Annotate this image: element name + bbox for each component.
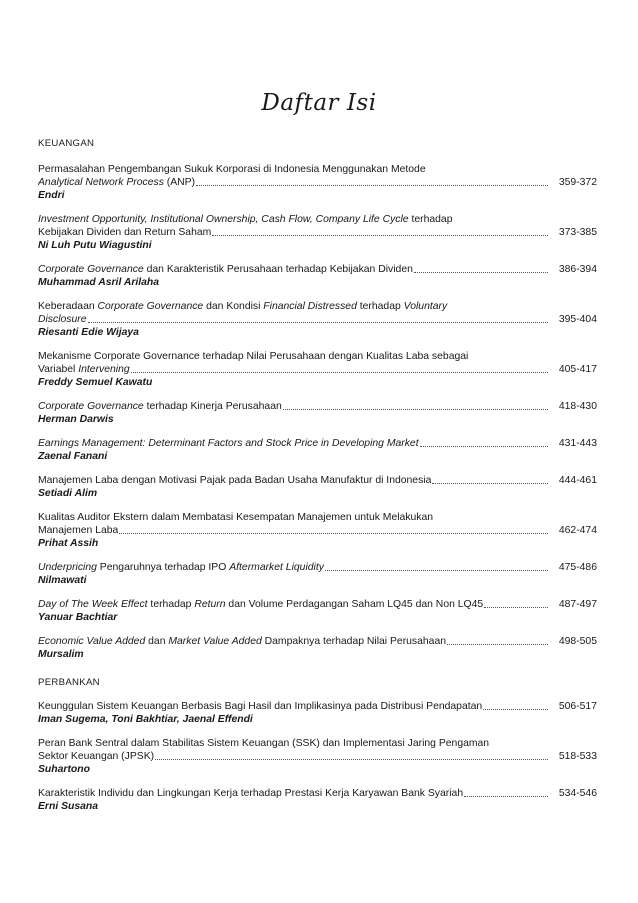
entry-pages: 431-443 [558, 438, 597, 449]
entry-title-line: Keberadaan Corporate Governance dan Kondisi Financial Distressed terhadap Voluntary [38, 301, 448, 312]
entry-title-row [38, 474, 597, 487]
entry-author: Zaenal Fanani [38, 451, 108, 462]
entry-title-row [38, 787, 597, 800]
dot-leader [447, 644, 548, 645]
entry-title-line: Day of The Week Effect terhadap Return dan Volume Perdagangan Saham LQ45 dan Non LQ45 [38, 599, 484, 610]
table-of-contents [38, 137, 597, 824]
entry-title-line: Disclosure [38, 314, 87, 325]
toc-entry[interactable] [38, 737, 597, 776]
entry-pages: 395-404 [558, 314, 597, 325]
entry-title-line: Earnings Management: Determinant Factors and Stock Price in Developing Market [38, 438, 419, 449]
entry-author: Nilmawati [38, 575, 87, 586]
dot-leader [283, 409, 548, 410]
entry-title-line: Corporate Governance dan Karakteristik Perusahaan terhadap Kebijakan Dividen [38, 264, 413, 275]
dot-leader [88, 322, 548, 323]
toc-entry[interactable] [38, 474, 597, 500]
entry-title-row [38, 635, 597, 648]
dot-leader [155, 759, 548, 760]
entry-author: Ni Luh Putu Wiagustini [38, 240, 152, 251]
entry-pages: 418-430 [558, 401, 597, 412]
entry-title-row [38, 176, 597, 189]
entry-title-line: Corporate Governance terhadap Kinerja Perusahaan [38, 401, 282, 412]
entry-title-line: Underpricing Pengaruhnya terhadap IPO Aftermarket Liquidity [38, 562, 324, 573]
entry-title-line: Kebijakan Dividen dan Return Saham [38, 227, 212, 238]
section-heading-keuangan: KEUANGAN [38, 138, 95, 149]
entry-title-row [38, 700, 597, 713]
entry-pages: 487-497 [558, 599, 597, 610]
entry-title-line: Peran Bank Sentral dalam Stabilitas Sistem Keuangan (SSK) dan Implementasi Jaring Pengaman [38, 738, 490, 749]
dot-leader [212, 235, 548, 236]
toc-entry[interactable] [38, 511, 597, 550]
entry-title-row [38, 363, 597, 376]
entry-pages: 506-517 [558, 701, 597, 712]
entry-author: Herman Darwis [38, 414, 114, 425]
toc-entry[interactable] [38, 213, 597, 252]
dot-leader [119, 533, 548, 534]
entry-title-line: Analytical Network Process (ANP) [38, 177, 196, 188]
dot-leader [432, 483, 548, 484]
entry-title-line: Mekanisme Corporate Governance terhadap Nilai Perusahaan dengan Kualitas Laba sebagai [38, 351, 469, 362]
toc-entry[interactable] [38, 700, 597, 726]
toc-entry[interactable] [38, 561, 597, 587]
toc-entry[interactable] [38, 163, 597, 202]
dot-leader [414, 272, 548, 273]
entry-title-line: Economic Value Added dan Market Value Added Dampaknya terhadap Nilai Perusahaan [38, 636, 447, 647]
entry-title-row [38, 524, 597, 537]
entry-title-row [38, 598, 597, 611]
entry-author: Prihat Assih [38, 538, 99, 549]
toc-entry[interactable] [38, 400, 597, 426]
entry-author: Riesanti Edie Wijaya [38, 327, 139, 338]
dot-leader [484, 607, 548, 608]
entry-author: Freddy Semuel Kawatu [38, 377, 153, 388]
dot-leader [131, 372, 548, 373]
entry-title-line: Kualitas Auditor Ekstern dalam Membatasi Kesempatan Manajemen untuk Melakukan [38, 512, 434, 523]
dot-leader [325, 570, 548, 571]
entry-title-row [38, 437, 597, 450]
toc-entry[interactable] [38, 437, 597, 463]
toc-entry[interactable] [38, 787, 597, 813]
entry-title-line: Keunggulan Sistem Keuangan Berbasis Bagi Hasil dan Implikasinya pada Distribusi Pendapatan [38, 701, 483, 712]
entry-pages: 373-385 [558, 227, 597, 238]
entry-pages: 462-474 [558, 525, 597, 536]
entry-pages: 475-486 [558, 562, 597, 573]
entry-author: Erni Susana [38, 801, 99, 812]
entry-author: Muhammad Asril Arilaha [38, 277, 160, 288]
entry-title-line: Variabel Intervening [38, 364, 130, 375]
dot-leader [420, 446, 548, 447]
entry-title-row [38, 750, 597, 763]
entry-author: Setiadi Alim [38, 488, 98, 499]
entry-title-row [38, 226, 597, 239]
entry-title-row [38, 561, 597, 574]
entry-author: Yanuar Bachtiar [38, 612, 118, 623]
entry-title-line: Manajemen Laba [38, 525, 119, 536]
entry-pages: 386-394 [558, 264, 597, 275]
entry-pages: 359-372 [558, 177, 597, 188]
entry-author: Suhartono [38, 764, 90, 775]
dot-leader [196, 185, 548, 186]
entry-pages: 405-417 [558, 364, 597, 375]
entry-title-row [38, 400, 597, 413]
toc-entry[interactable] [38, 300, 597, 339]
toc-entry[interactable] [38, 598, 597, 624]
entry-title-row [38, 313, 597, 326]
entry-title-line: Permasalahan Pengembangan Sukuk Korporasi di Indonesia Menggunakan Metode [38, 164, 426, 175]
entry-author: Iman Sugema, Toni Bakhtiar, Jaenal Effendi [38, 714, 253, 725]
page-title: Daftar Isi [261, 90, 377, 116]
dot-leader [464, 796, 548, 797]
entry-pages: 518-533 [558, 751, 597, 762]
entry-author: Mursalim [38, 649, 84, 660]
entry-pages: 534-546 [558, 788, 597, 799]
entry-title-line: Sektor Keuangan (JPSK) [38, 751, 155, 762]
entry-title-line: Manajemen Laba dengan Motivasi Pajak pada Badan Usaha Manufaktur di Indonesia [38, 475, 432, 486]
entry-title-row [38, 263, 597, 276]
entry-author: Endri [38, 190, 65, 201]
entry-pages: 498-505 [558, 636, 597, 647]
section-heading-perbankan: PERBANKAN [38, 677, 100, 688]
toc-entry[interactable] [38, 350, 597, 389]
entry-title-line: Karakteristik Individu dan Lingkungan Kerja terhadap Prestasi Kerja Karyawan Bank Syariah [38, 788, 464, 799]
entry-pages: 444-461 [558, 475, 597, 486]
entry-title-line: Investment Opportunity, Institutional Ownership, Cash Flow, Company Life Cycle terhadap [38, 214, 453, 225]
dot-leader [483, 709, 548, 710]
toc-entry[interactable] [38, 635, 597, 661]
toc-entry[interactable] [38, 263, 597, 289]
